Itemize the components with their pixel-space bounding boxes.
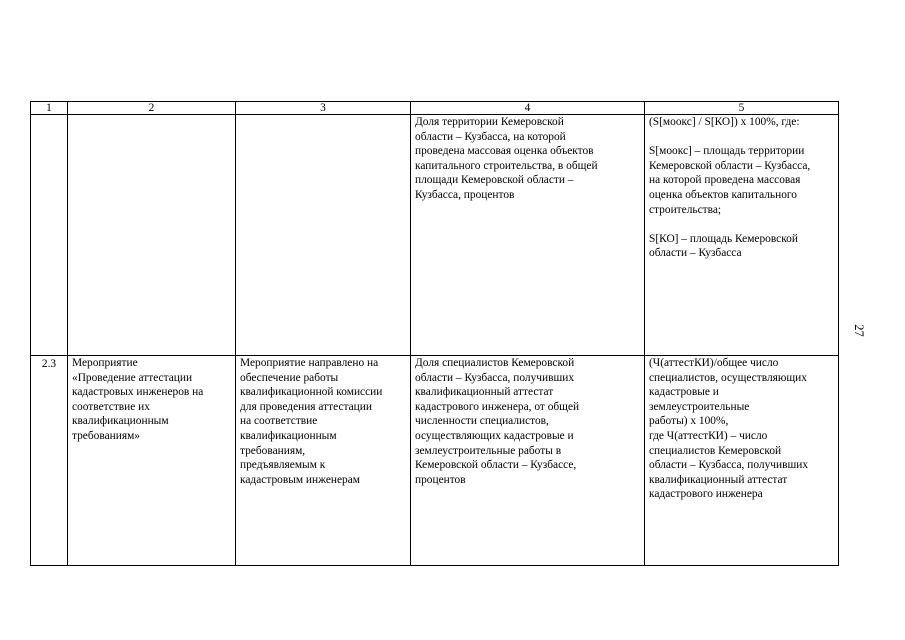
text-line: квалификационным	[72, 415, 169, 428]
column-header-3: 3	[236, 102, 411, 115]
text-line: кадастрового инженера, от общей	[415, 400, 580, 413]
text-line: «Проведение аттестации	[72, 371, 193, 384]
row-b-description-cell	[236, 356, 411, 566]
table-row	[31, 356, 839, 566]
text-line: процентов	[415, 473, 466, 486]
row-b-event-cell	[68, 356, 236, 566]
formula-line: специалистов Кемеровской	[649, 444, 782, 457]
blank-line	[649, 130, 834, 145]
text-line: Доля специалистов Кемеровской	[415, 357, 575, 369]
text-line: кадастровым инженерам	[240, 473, 360, 486]
row-b-number-cell: 2.3	[31, 356, 68, 566]
row-a-formula-cell	[645, 115, 839, 356]
text-line: Мероприятие направлено на	[240, 357, 379, 369]
row-a-event-cell	[68, 115, 236, 356]
text-line: области – Кузбасса, на которой	[415, 130, 566, 143]
table-header-row	[31, 102, 839, 115]
text-line: капитального строительства, в общей	[415, 159, 598, 172]
text-line: квалификационной комиссии	[240, 386, 383, 399]
formula-line: кадастровые и	[649, 386, 719, 399]
blank-line	[649, 217, 834, 232]
formula-line: кадастрового инженера	[649, 488, 763, 501]
text-line: Кемеровской области – Кузбассе,	[415, 459, 577, 472]
row-a-description-cell	[236, 115, 411, 356]
row-a-indicator-cell	[411, 115, 645, 356]
text-line: проведена массовая оценка объектов	[415, 145, 594, 158]
text-line: площади Кемеровской области –	[415, 174, 574, 187]
formula-line: области – Кузбасса	[649, 247, 742, 260]
row-b-formula-cell	[645, 356, 839, 566]
column-header-5: 5	[645, 102, 839, 115]
formula-line: S[моокс] – площадь территории	[649, 145, 805, 158]
row-a-number-cell	[31, 115, 68, 356]
text-line: Доля территории Кемеровской	[415, 116, 564, 128]
page-number: 27	[851, 324, 866, 337]
formula-line: где Ч(аттестКИ) – число	[649, 429, 768, 442]
text-line: осуществляющих кадастровые и	[415, 429, 574, 442]
text-line: для проведения аттестации	[240, 400, 372, 413]
text-line: землеустроительные работы в	[415, 444, 562, 457]
text-line: соответствие их	[72, 400, 150, 413]
text-line: обеспечение работы	[240, 371, 339, 384]
text-line: кадастровых инженеров на	[72, 386, 204, 399]
formula-line: землеустроительные	[649, 400, 750, 413]
text-line: требованиям»	[72, 429, 140, 442]
formula-line: (S[моокс] / S[КО]) х 100%, где:	[649, 116, 800, 128]
column-header-4: 4	[411, 102, 645, 115]
formula-line: оценка объектов капитального	[649, 188, 797, 201]
formula-line: на которой проведена массовая	[649, 174, 801, 187]
formula-line: специалистов, осуществляющих	[649, 371, 807, 384]
formula-line: Кемеровской области – Кузбасса,	[649, 159, 811, 172]
row-b-indicator-cell	[411, 356, 645, 566]
table-row	[31, 115, 839, 356]
text-line: квалификационный аттестат	[415, 386, 554, 399]
formula-line: квалификационный аттестат	[649, 473, 788, 486]
text-line: на соответствие	[240, 415, 318, 428]
text-line: области – Кузбасса, получивших	[415, 371, 575, 384]
text-line: требованиям,	[240, 444, 306, 457]
text-line: численности специалистов,	[415, 415, 549, 428]
formula-line: S[КО] – площадь Кемеровской	[649, 232, 798, 245]
formula-line: области – Кузбасса, получивших	[649, 459, 809, 472]
text-line: предъявляемым к	[240, 459, 326, 472]
column-header-2: 2	[68, 102, 236, 115]
formula-line: строительства;	[649, 203, 722, 216]
indicators-table	[30, 101, 839, 566]
column-header-1: 1	[31, 102, 68, 115]
text-line: квалификационным	[240, 429, 337, 442]
text-line: Мероприятие	[72, 357, 138, 369]
formula-line: (Ч(аттестКИ)/общее число	[649, 357, 779, 369]
text-line: Кузбасса, процентов	[415, 188, 515, 201]
formula-line: работы) х 100%,	[649, 415, 729, 428]
